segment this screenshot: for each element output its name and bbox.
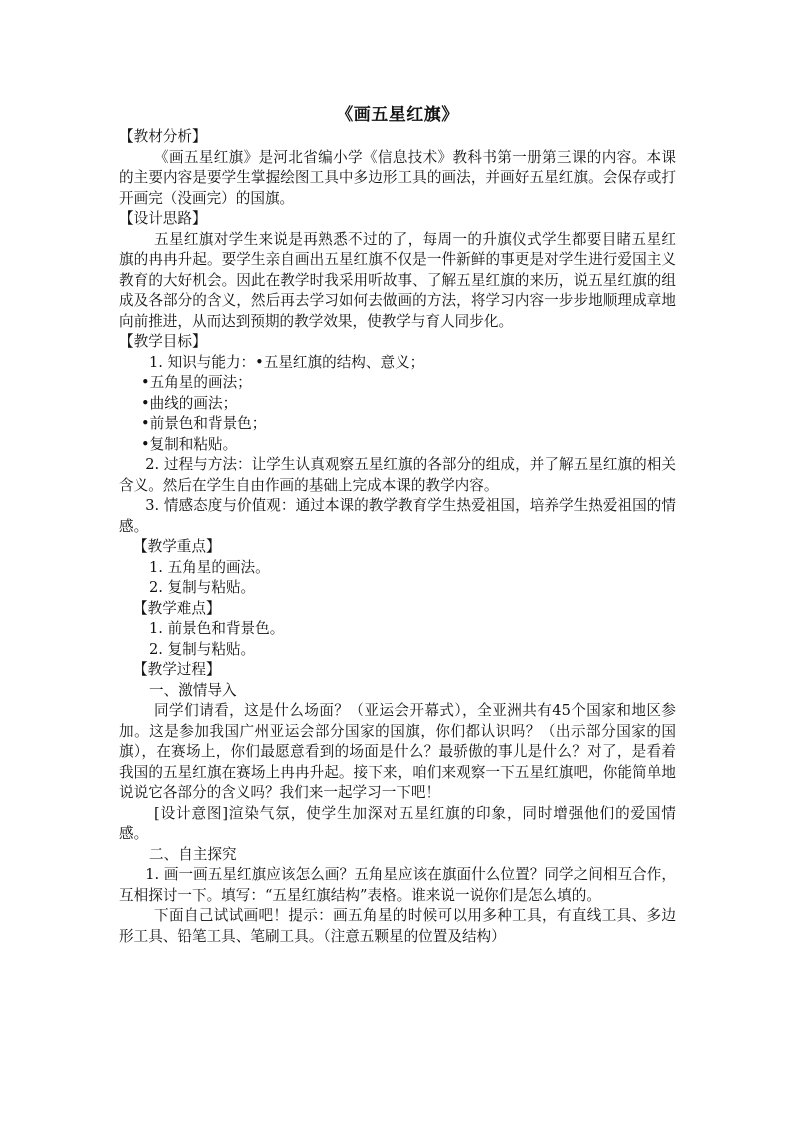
- section-heading-key-points: 【教学重点】: [133, 538, 221, 555]
- document-title: 《画五星红旗》: [336, 105, 459, 125]
- goal-item-emotion: 3. 情感态度与价值观：通过本课的教学教育学生热爱祖国，培养学生热爱祖国的情感。: [119, 497, 676, 535]
- section-heading-textbook-analysis: 【教材分析】: [119, 128, 207, 145]
- process-subheading-explore: 二、自主探究: [149, 845, 237, 863]
- section-heading-difficulties: 【教学难点】: [133, 599, 221, 617]
- paragraph-design-idea: 五星红旗对学生来说是再熟悉不过的了，每周一的升旗仪式学生都要目睹五星红旗的冉冉升起。要学生亲自画出五星红旗不仅是一件新鲜的事更是对学生进行爱国主义教育的大好机会。因此在教学时我采用听故事、了解五星红旗的来历，说五星红旗的组成及各部分的含义，然后再去学习如何去做画的方法，将学习内容一步步地顺理成章地向前推进，从而达到预期的教学效果，使教学与育人同步化。: [119, 230, 676, 330]
- paragraph-intro: 同学们请看，这是什么场面？（亚运会开幕式），全亚洲共有45个国家和地区参加。这是参加我国广州亚运会部分国家的国旗，你们都认识吗？（出示部分国家的国旗），在赛场上，你们最愿意看到的场面是什么？最骄傲的事儿是什么？对了，是看着我国的五星红旗在赛场上冉冉升起。接下来，咱们来观察一下五星红旗吧，你能简单地说说它各部分的含义吗？我们来一起学习一下吧！: [119, 702, 676, 801]
- paragraph-explore-1: 1. 画一画五星红旗应该怎么画？五角星应该在旗面什么位置？同学之间相互合作，互相探讨一下。填写：“五星红旗结构”表格。谁来说一说你们是怎么填的。: [119, 866, 676, 904]
- difficulty-item-2: 2. 复制与粘贴。: [149, 640, 256, 658]
- section-heading-design-idea: 【设计思路】: [119, 210, 207, 227]
- paragraph-design-intent: [设计意图]渲染气氛，使学生加深对五星红旗的印象，同时增强他们的爱国情感。: [119, 804, 676, 842]
- goal-item-knowledge: 1. 知识与能力：•五星红旗的结构、意义；: [149, 353, 425, 371]
- goal-bullet-star: •五角星的画法；: [141, 374, 252, 391]
- key-point-item-1: 1. 五角星的画法。: [149, 558, 270, 576]
- goal-bullet-copy: •复制和粘贴。: [141, 435, 238, 453]
- section-heading-process: 【教学过程】: [133, 661, 221, 678]
- goal-item-process: 2. 过程与方法：让学生认真观察五星红旗的各部分的组成，并了解五星红旗的相关含义。然后在学生自由作画的基础上完成本课的教学内容。: [119, 456, 676, 494]
- paragraph-textbook-analysis: 《画五星红旗》是河北省编小学《信息技术》教科书第一册第三课的内容。本课的主要内容是要学生掌握绘图工具中多边形工具的画法，并画好五星红旗。会保存或打开画完（没画完）的国旗。: [119, 148, 676, 207]
- difficulty-item-1: 1. 前景色和背景色。: [149, 620, 285, 637]
- key-point-item-2: 2. 复制与粘贴。: [149, 579, 256, 596]
- process-subheading-intro: 一、激情导入: [149, 681, 237, 699]
- document-body: [119, 103, 676, 947]
- section-heading-teaching-goals: 【教学目标】: [119, 333, 207, 350]
- goal-bullet-color: •前景色和背景色；: [141, 415, 267, 432]
- paragraph-explore-2: 下面自己试试画吧！提示：画五角星的时候可以用多种工具，有直线工具、多边形工具、铅笔工具、笔刷工具。（注意五颗星的位置及结构）: [119, 907, 676, 945]
- goal-bullet-curve: •曲线的画法；: [141, 394, 238, 412]
